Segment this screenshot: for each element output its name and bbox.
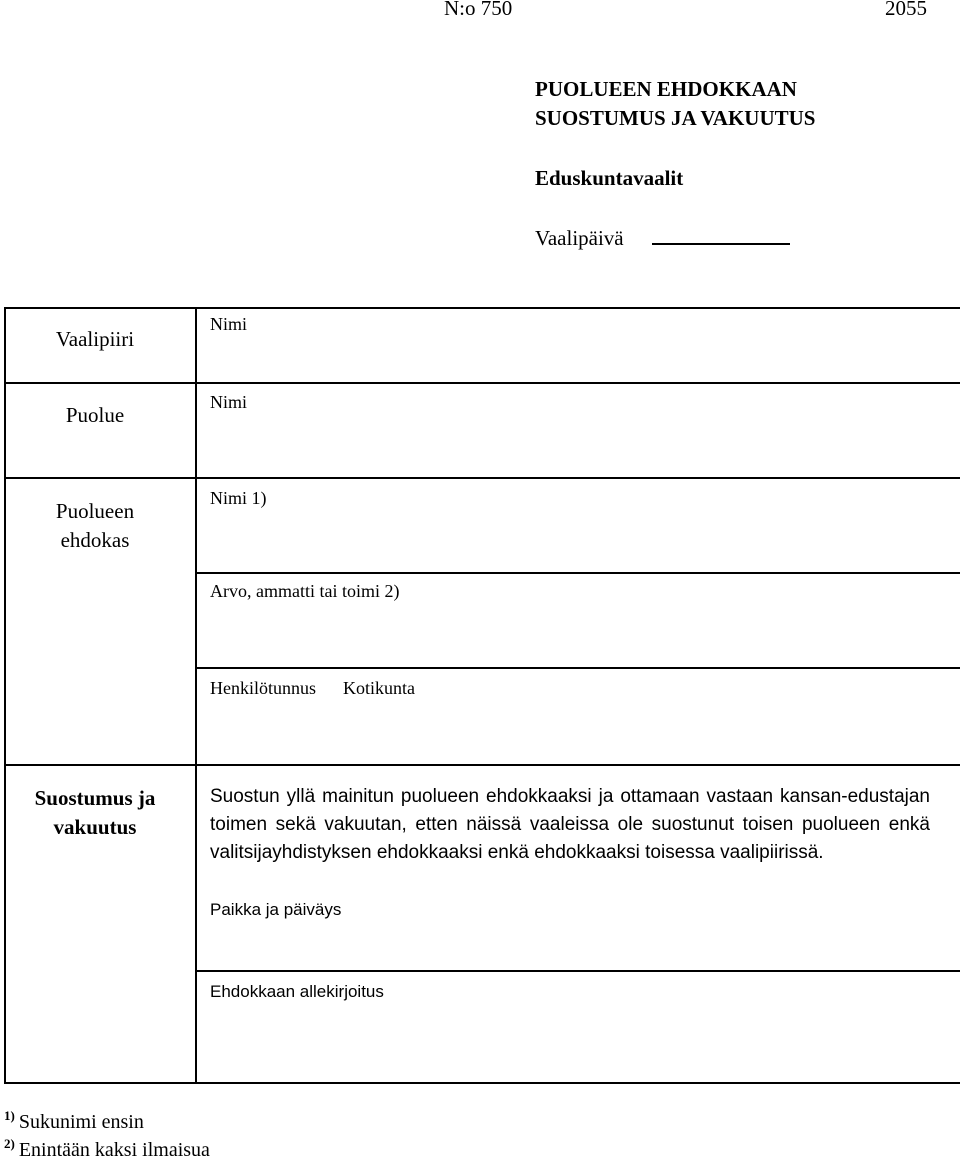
row-divider — [196, 572, 960, 574]
row-label-suostumus-line-2: vakuutus — [53, 815, 137, 839]
footnote-2 — [4, 1136, 210, 1162]
footnote-2-text: Enintään kaksi ilmaisua — [18, 1139, 210, 1161]
footnote-1-text: Sukunimi ensin — [18, 1111, 144, 1133]
election-day-field[interactable] — [652, 243, 790, 245]
footnote-1-mark: 1) — [4, 1108, 15, 1123]
row-divider — [196, 970, 960, 972]
candidate-name-field[interactable]: Nimi 1) — [210, 488, 267, 508]
footnote-1 — [4, 1108, 144, 1134]
consent-text: Suostun yllä mainitun puolueen ehdokkaaksi ja ottamaan vastaan kansan-edustajan toimen sekä vakuutan, etten näissä vaaleissa ole suostunut toisen puolueen enkä valitsijayhdistyksen ehdokkaaksi enkä ehdokkaaksi toisessa vaalipiirissä. — [210, 786, 930, 863]
form-subtitle: Eduskuntavaalit — [535, 166, 684, 190]
row-divider — [4, 382, 960, 384]
puolue-name-field[interactable]: Nimi — [210, 392, 248, 412]
form-title-line-1: PUOLUEEN EHDOKKAAN — [535, 77, 797, 101]
signature-field[interactable]: Ehdokkaan allekirjoitus — [210, 982, 384, 1001]
row-divider — [196, 667, 960, 669]
row-label-suostumus-line-1: Suostumus ja — [34, 786, 156, 810]
row-label-puolue: Puolue — [65, 403, 125, 427]
personal-id-field[interactable]: Henkilötunnus — [210, 678, 316, 698]
place-date-field[interactable]: Paikka ja päiväys — [210, 900, 342, 919]
row-label-ehdokas-line-1: Puolueen — [55, 499, 135, 523]
table-bottom-border — [4, 1082, 960, 1084]
row-label-vaalipiiri: Vaalipiiri — [55, 327, 135, 351]
table-top-border — [4, 307, 960, 309]
document-number: N:o 750 — [444, 0, 513, 20]
candidate-title-field[interactable]: Arvo, ammatti tai toimi 2) — [210, 581, 400, 601]
consent-statement — [210, 783, 930, 867]
row-label-ehdokas-line-2: ehdokas — [60, 528, 130, 552]
municipality-field[interactable]: Kotikunta — [343, 678, 415, 698]
vaalipiiri-name-field[interactable]: Nimi — [210, 314, 248, 334]
form-title-line-2: SUOSTUMUS JA VAKUUTUS — [535, 106, 816, 130]
footnote-2-mark: 2) — [4, 1136, 15, 1151]
page-number: 2055 — [885, 0, 927, 20]
row-divider — [4, 764, 960, 766]
row-divider — [4, 477, 960, 479]
column-divider — [195, 307, 197, 1084]
election-day-label: Vaalipäivä — [535, 226, 624, 250]
